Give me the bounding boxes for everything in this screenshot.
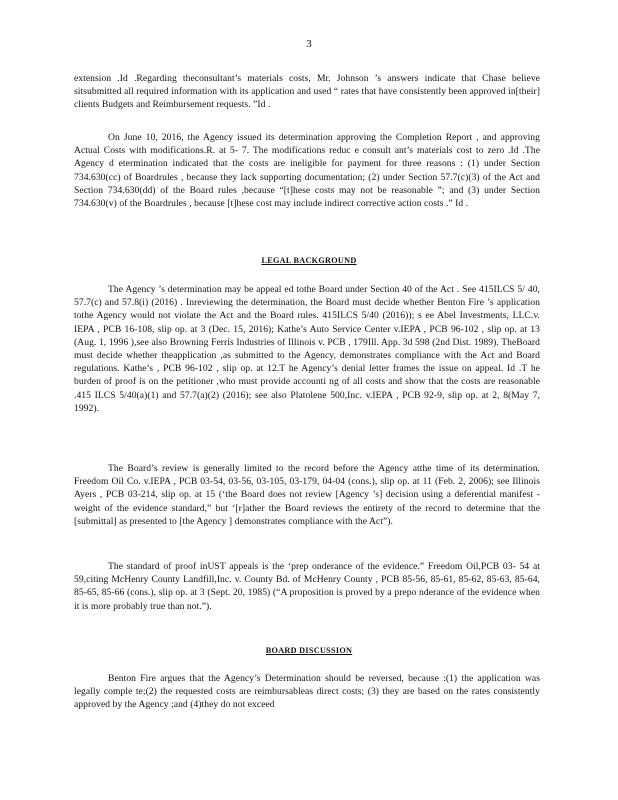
paragraph-text: Benton Fire argues that the Agency’s Determination should be reversed, because :(1) the application was legally comple te;(2) the requested costs are reimbursableas direct costs; (3) they are based on the rates consistently approved by the Agency ;and (4)they do not exceed	[74, 673, 540, 711]
paragraph-board-discussion	[74, 672, 540, 712]
heading-board-discussion: BOARD DISCUSSION	[265, 646, 353, 655]
paragraph-text: The standard of proof inUST appeals is the ‘prep onderance of the evidence.” Freedom Oil,PCB 03- 54 at 59,citing McHenry County Landfill,Inc. v. County Bd. of McHenry County , PCB 85-56, 85-61, 85-62, 85-63, 85-64, 85-65, 85-66 (cons.), slip op. at 3 (Sept. 20, 1985) (“A proposition is proved by a prepo nderance of the evidence when it is more probably true than not.”).	[74, 561, 540, 612]
paragraph-text: extension .Id .Regarding theconsultant’s materials costs, Mr. Johnson ’s answers indicate that Chase believe sitsubmitted all required information with its application and used “ rates that have consistently been approved in[their] clients Budgets and Reimbursement requests. ”Id .	[74, 73, 540, 111]
paragraph-board-review	[74, 462, 540, 528]
page-number: 3	[306, 38, 312, 50]
paragraph-legal-background	[74, 283, 540, 415]
paragraph-standard-of-proof	[74, 560, 540, 613]
heading-legal-background: LEGAL BACKGROUND	[261, 256, 357, 265]
paragraph-consultant-costs	[74, 72, 540, 112]
paragraph-text: The Board’s review is generally limited to the record before the Agency atthe time of its determination. Freedom Oil Co. v.IEPA , PCB 03-54, 03-56, 03-105, 03-179, 04-04 (cons.), slip op. at 11 (Feb. 2, 2006); see Illinois Ayers , PCB 03-214, slip op. at 15 (‘the Board does not review [Agency ’s] decision using a deferential manifest -weight of the evidence standard,” but ‘[r]ather the Board reviews the entirety of the record to determine that the [submittal] as presented to [the Agency ] demonstrates compliance with the Act”).	[74, 463, 540, 527]
paragraph-text: The Agency ’s determination may be appeal ed tothe Board under Section 40 of the Act . See 415ILCS 5/ 40, 57.7(c) and 57.8(i) (2016) . Inreviewing the determination, the Board must decide whether Benton Fire ’s application tothe Agency would not violate the Act and the Board rules. 415ILCS 5/40 (2016)); s ee Abel Investments, LLC.v. IEPA , PCB 16-108, slip op. at 3 (Dec. 15, 2016); Kathe’s Auto Service Center v.IEPA , PCB 96-102 , slip op. at 13 (Aug. 1, 1996 ),see also Browning Ferris Industries of Illinois v. PCB , 179Ill. App. 3d 598 (2nd Dist. 1989). TheBoard must decide whether theapplication ,as submitted to the Agency, demonstrates compliance with the Act and Board regulations. Kathe’s , PCB 96-102 , slip op. at 12.T he Agency’s denial letter frames the issue on appeal. Id .T he burden of proof is on the petitioner ,who must provide accounti ng of all costs and show that the costs are reasonable .415 ILCS 5/40(a)(1) and 57.7(a)(2) (2016); see also Platolene 500,Inc. v.IEPA , PCB 92-9, slip op. at 2, 8(May 7, 1992).	[74, 284, 540, 414]
paragraph-agency-determination	[74, 131, 540, 210]
paragraph-text: On June 10, 2016, the Agency issued its determination approving the Completion Report , and approving Actual Costs with modifications.R. at 5- 7. The modifications reduc e consult ant’s materials cost to zero .Id .The Agency d etermination indicated that the costs are ineligible for payment for three reasons : (1) under Section 734.630(cc) of Boardrules , because they lack supporting documentation; (2) under Section 57.7(c)(3) of the Act and Section 734.630(dd) of the Board rules ,because “[t]hese costs may not be reasonable ”; and (3) under Section 734.630(v) of the Boardrules , because [t]hese cost may include indirect corrective action costs .” Id .	[74, 132, 540, 210]
